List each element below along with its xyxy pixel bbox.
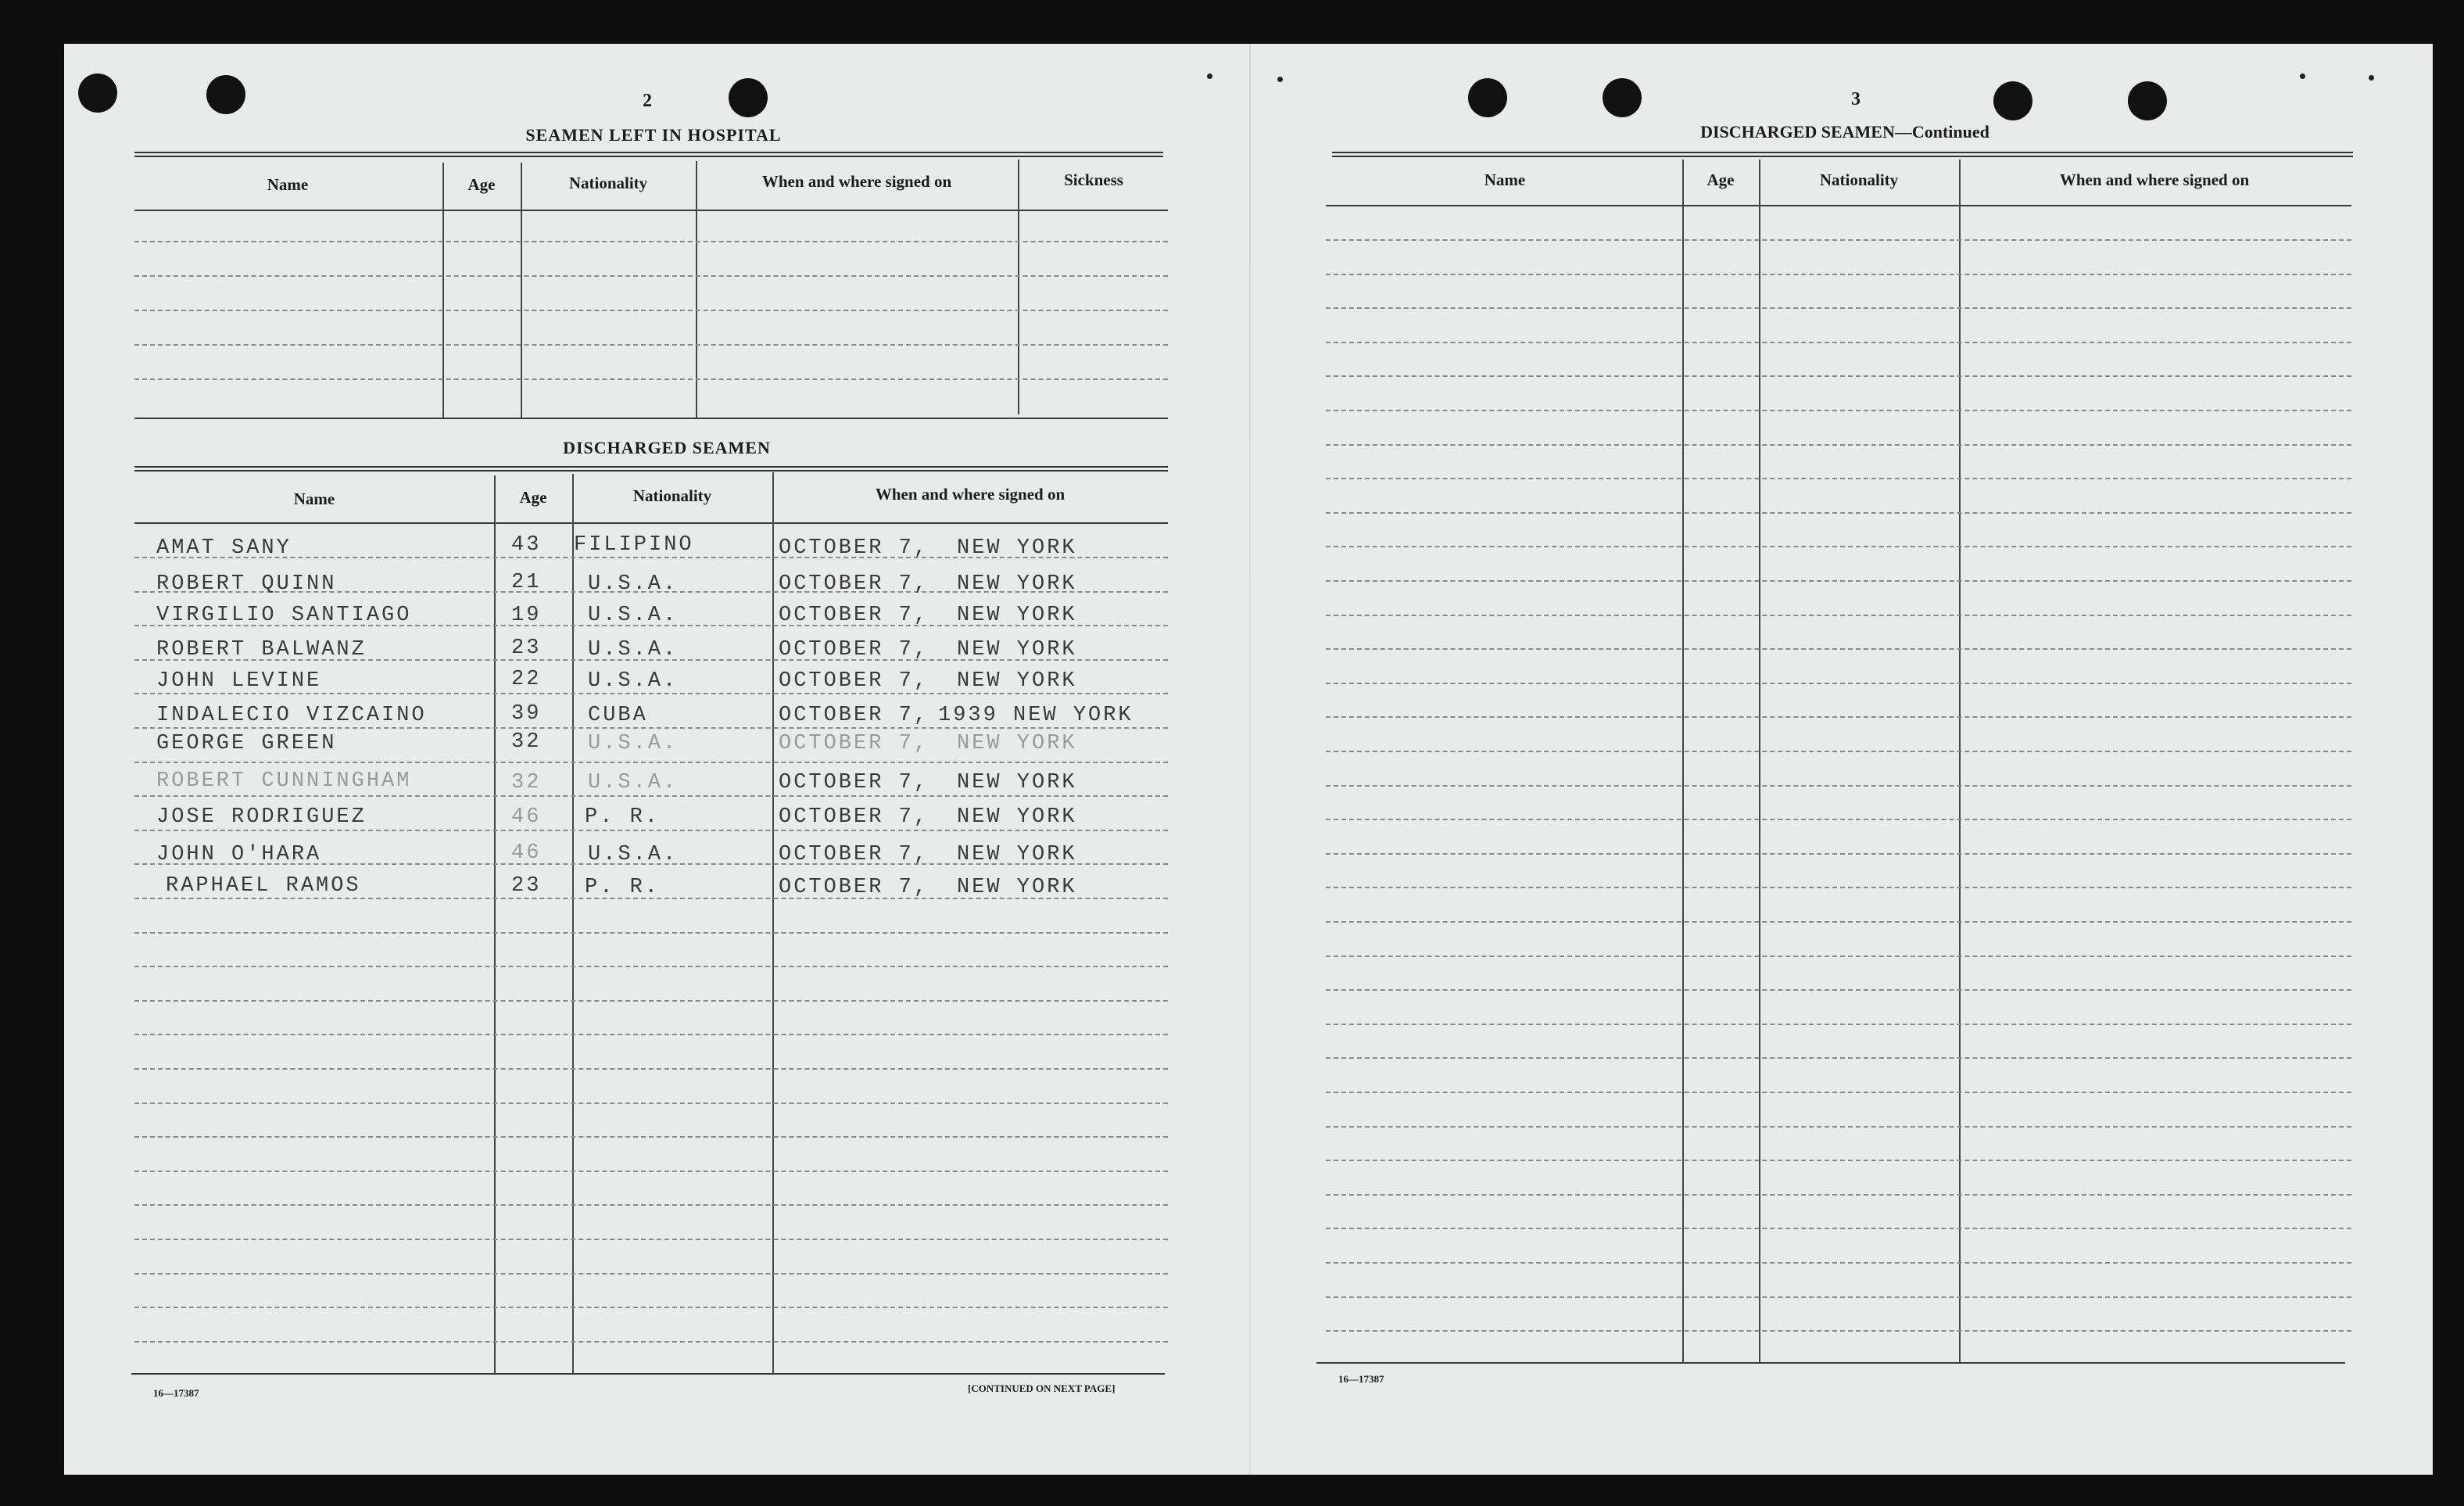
seaman-name: ROBERT CUNNINGHAM bbox=[156, 769, 412, 793]
row-line bbox=[134, 1171, 1168, 1172]
title-rule bbox=[134, 466, 1168, 472]
row-line bbox=[1326, 1160, 2351, 1161]
row-line bbox=[134, 727, 1168, 729]
row-line bbox=[1326, 546, 2351, 547]
column-header-nationality: Nationality bbox=[1819, 170, 1899, 189]
row-line bbox=[134, 344, 1168, 346]
column-header-sickness: Sickness bbox=[1064, 170, 1123, 189]
row-line bbox=[1326, 307, 2351, 309]
hospital-section-title: SEAMEN LEFT IN HOSPITAL bbox=[525, 125, 782, 145]
row-line bbox=[134, 932, 1168, 934]
row-line bbox=[1326, 1057, 2351, 1059]
seaman-age: 23 bbox=[511, 636, 542, 660]
row-line bbox=[134, 830, 1168, 831]
seaman-name: ROBERT BALWANZ bbox=[156, 638, 367, 662]
seaman-age: 32 bbox=[511, 771, 542, 794]
row-line bbox=[134, 762, 1168, 763]
page-number: 2 bbox=[643, 91, 652, 111]
row-line bbox=[134, 310, 1168, 311]
row-line bbox=[1326, 615, 2351, 616]
column-line bbox=[1959, 160, 1961, 1364]
signed-on-place: NEW YORK bbox=[957, 843, 1077, 866]
column-header-age: Age bbox=[1707, 170, 1735, 189]
column-header-name: Name bbox=[267, 175, 309, 194]
signed-on-place: NEW YORK bbox=[957, 572, 1077, 596]
row-line bbox=[1326, 239, 2351, 241]
seaman-nationality: U.S.A. bbox=[588, 572, 679, 596]
row-line bbox=[1326, 1126, 2351, 1128]
row-line bbox=[134, 378, 1168, 380]
row-line bbox=[134, 966, 1168, 967]
signed-on-date: OCTOBER 7, bbox=[779, 805, 929, 829]
row-line bbox=[134, 275, 1168, 277]
column-line bbox=[1018, 160, 1019, 414]
row-line bbox=[1326, 1228, 2351, 1229]
row-line bbox=[134, 1204, 1168, 1206]
seaman-name: VIRGILIO SANTIAGO bbox=[156, 604, 412, 627]
speck bbox=[2300, 74, 2305, 79]
column-line bbox=[521, 163, 522, 419]
row-line bbox=[134, 1034, 1168, 1035]
row-line bbox=[1326, 716, 2351, 718]
seaman-nationality: FILIPINO bbox=[574, 533, 694, 557]
table-bottom-rule bbox=[131, 1373, 1165, 1375]
row-line bbox=[1326, 512, 2351, 514]
document-sheet bbox=[64, 44, 2433, 1475]
seaman-nationality: U.S.A. bbox=[588, 604, 679, 627]
row-line bbox=[1326, 956, 2351, 957]
column-header-signed-on: When and where signed on bbox=[2059, 170, 2250, 189]
row-line bbox=[134, 1136, 1168, 1138]
signed-on-place: NEW YORK bbox=[957, 638, 1077, 662]
page-fold bbox=[1249, 44, 1251, 1475]
column-header-age: Age bbox=[467, 175, 496, 194]
row-line bbox=[1326, 375, 2351, 377]
seaman-age: 46 bbox=[511, 805, 542, 829]
signed-on-date: OCTOBER 7, bbox=[779, 771, 929, 794]
seaman-nationality: U.S.A. bbox=[588, 771, 679, 794]
speck bbox=[2369, 75, 2374, 81]
seaman-nationality: U.S.A. bbox=[588, 843, 679, 866]
seaman-nationality: U.S.A. bbox=[588, 638, 679, 662]
row-line bbox=[1326, 751, 2351, 752]
seaman-age: 21 bbox=[511, 571, 542, 594]
punch-hole bbox=[206, 75, 245, 114]
seaman-name: JOHN O'HARA bbox=[156, 843, 322, 866]
title-rule bbox=[1332, 152, 2353, 157]
row-line bbox=[134, 1239, 1168, 1240]
punch-hole bbox=[2128, 81, 2167, 120]
table-bottom-rule bbox=[134, 418, 1168, 419]
row-line bbox=[1326, 1330, 2351, 1332]
row-line bbox=[134, 1273, 1168, 1275]
row-line bbox=[1326, 887, 2351, 888]
signed-on-date: OCTOBER 7, bbox=[779, 669, 929, 693]
row-line bbox=[1326, 1194, 2351, 1196]
row-line bbox=[1326, 410, 2351, 411]
row-line bbox=[134, 1000, 1168, 1002]
column-header-nationality: Nationality bbox=[568, 174, 648, 192]
signed-on-place: NEW YORK bbox=[957, 536, 1077, 560]
signed-on-place: NEW YORK bbox=[957, 876, 1077, 899]
signed-on-place: NEW YORK bbox=[957, 669, 1077, 693]
signed-on-place: NEW YORK bbox=[957, 805, 1077, 829]
row-line bbox=[1326, 478, 2351, 479]
row-line bbox=[134, 1103, 1168, 1104]
seaman-name: GEORGE GREEN bbox=[156, 732, 337, 755]
continued-note: [CONTINUED ON NEXT PAGE] bbox=[968, 1382, 1116, 1394]
signed-on-date: OCTOBER 7, bbox=[779, 876, 929, 899]
seaman-nationality: P. R. bbox=[585, 805, 661, 829]
column-header-nationality: Nationality bbox=[632, 486, 712, 505]
row-line bbox=[1326, 921, 2351, 923]
column-header-signed-on: When and where signed on bbox=[875, 485, 1065, 504]
seaman-age: 43 bbox=[511, 533, 542, 557]
signed-on-date: OCTOBER 7, bbox=[779, 638, 929, 662]
column-line bbox=[1759, 160, 1760, 1364]
row-line bbox=[134, 795, 1168, 797]
form-number: 16—17387 bbox=[153, 1387, 199, 1399]
column-header-age: Age bbox=[519, 488, 547, 507]
row-line bbox=[1326, 274, 2351, 275]
seaman-nationality: U.S.A. bbox=[588, 732, 679, 755]
form-number: 16—17387 bbox=[1338, 1373, 1384, 1385]
row-line bbox=[1326, 342, 2351, 343]
signed-on-date: OCTOBER 7, bbox=[779, 536, 929, 560]
signed-on-date: OCTOBER 7, bbox=[779, 704, 929, 727]
row-line bbox=[134, 1341, 1168, 1343]
row-line bbox=[134, 1307, 1168, 1308]
punch-hole bbox=[1993, 81, 2032, 120]
header-rule bbox=[134, 210, 1168, 211]
row-line bbox=[1326, 1092, 2351, 1093]
seaman-age: 22 bbox=[511, 668, 542, 691]
column-header-name: Name bbox=[1484, 170, 1526, 189]
title-rule bbox=[134, 152, 1163, 157]
signed-on-place: NEW YORK bbox=[957, 732, 1077, 755]
discharged-continued-title: DISCHARGED SEAMEN—Continued bbox=[1700, 122, 1989, 142]
seaman-name: JOHN LEVINE bbox=[156, 669, 322, 693]
row-line bbox=[1326, 683, 2351, 684]
punch-hole bbox=[1603, 78, 1642, 117]
column-header-signed-on: When and where signed on bbox=[761, 172, 952, 191]
row-line bbox=[1326, 819, 2351, 820]
seaman-name: INDALECIO VIZCAINO bbox=[156, 704, 427, 727]
seaman-age: 32 bbox=[511, 730, 542, 754]
seaman-name: AMAT SANY bbox=[156, 536, 292, 560]
signed-on-place: NEW YORK bbox=[957, 771, 1077, 794]
punch-hole bbox=[1468, 78, 1507, 117]
punch-hole bbox=[78, 74, 117, 113]
row-line bbox=[134, 1068, 1168, 1070]
seaman-age: 39 bbox=[511, 702, 542, 726]
seaman-name: RAPHAEL RAMOS bbox=[166, 874, 361, 898]
column-line bbox=[1682, 160, 1684, 1364]
row-line bbox=[1326, 648, 2351, 650]
row-line bbox=[1326, 785, 2351, 787]
row-line bbox=[1326, 1296, 2351, 1298]
signed-on-place: 1939 NEW YORK bbox=[938, 704, 1134, 727]
row-line bbox=[1326, 1262, 2351, 1264]
seaman-nationality: CUBA bbox=[588, 704, 648, 727]
seaman-age: 23 bbox=[511, 874, 542, 898]
signed-on-place: NEW YORK bbox=[957, 604, 1077, 627]
punch-hole bbox=[729, 78, 768, 117]
row-line bbox=[1326, 444, 2351, 446]
signed-on-date: OCTOBER 7, bbox=[779, 732, 929, 755]
row-line bbox=[134, 241, 1168, 242]
signed-on-date: OCTOBER 7, bbox=[779, 843, 929, 866]
discharged-section-title: DISCHARGED SEAMEN bbox=[563, 438, 771, 457]
row-line bbox=[1326, 580, 2351, 582]
table-bottom-rule bbox=[1316, 1362, 2345, 1364]
row-line bbox=[1326, 1024, 2351, 1025]
speck bbox=[1277, 77, 1283, 82]
column-header-name: Name bbox=[293, 489, 335, 508]
speck bbox=[1207, 74, 1212, 79]
header-rule bbox=[1326, 205, 2351, 206]
header-rule bbox=[134, 522, 1168, 524]
column-line bbox=[442, 163, 444, 419]
row-line bbox=[1326, 989, 2351, 991]
seaman-age: 46 bbox=[511, 841, 542, 865]
seaman-name: JOSE RODRIGUEZ bbox=[156, 805, 367, 829]
signed-on-date: OCTOBER 7, bbox=[779, 604, 929, 627]
seaman-age: 19 bbox=[511, 604, 542, 627]
row-line bbox=[134, 693, 1168, 694]
page-number: 3 bbox=[1851, 89, 1861, 109]
seaman-name: ROBERT QUINN bbox=[156, 572, 337, 596]
row-line bbox=[1326, 853, 2351, 855]
signed-on-date: OCTOBER 7, bbox=[779, 572, 929, 596]
seaman-nationality: P. R. bbox=[585, 876, 661, 899]
seaman-nationality: U.S.A. bbox=[588, 669, 679, 693]
